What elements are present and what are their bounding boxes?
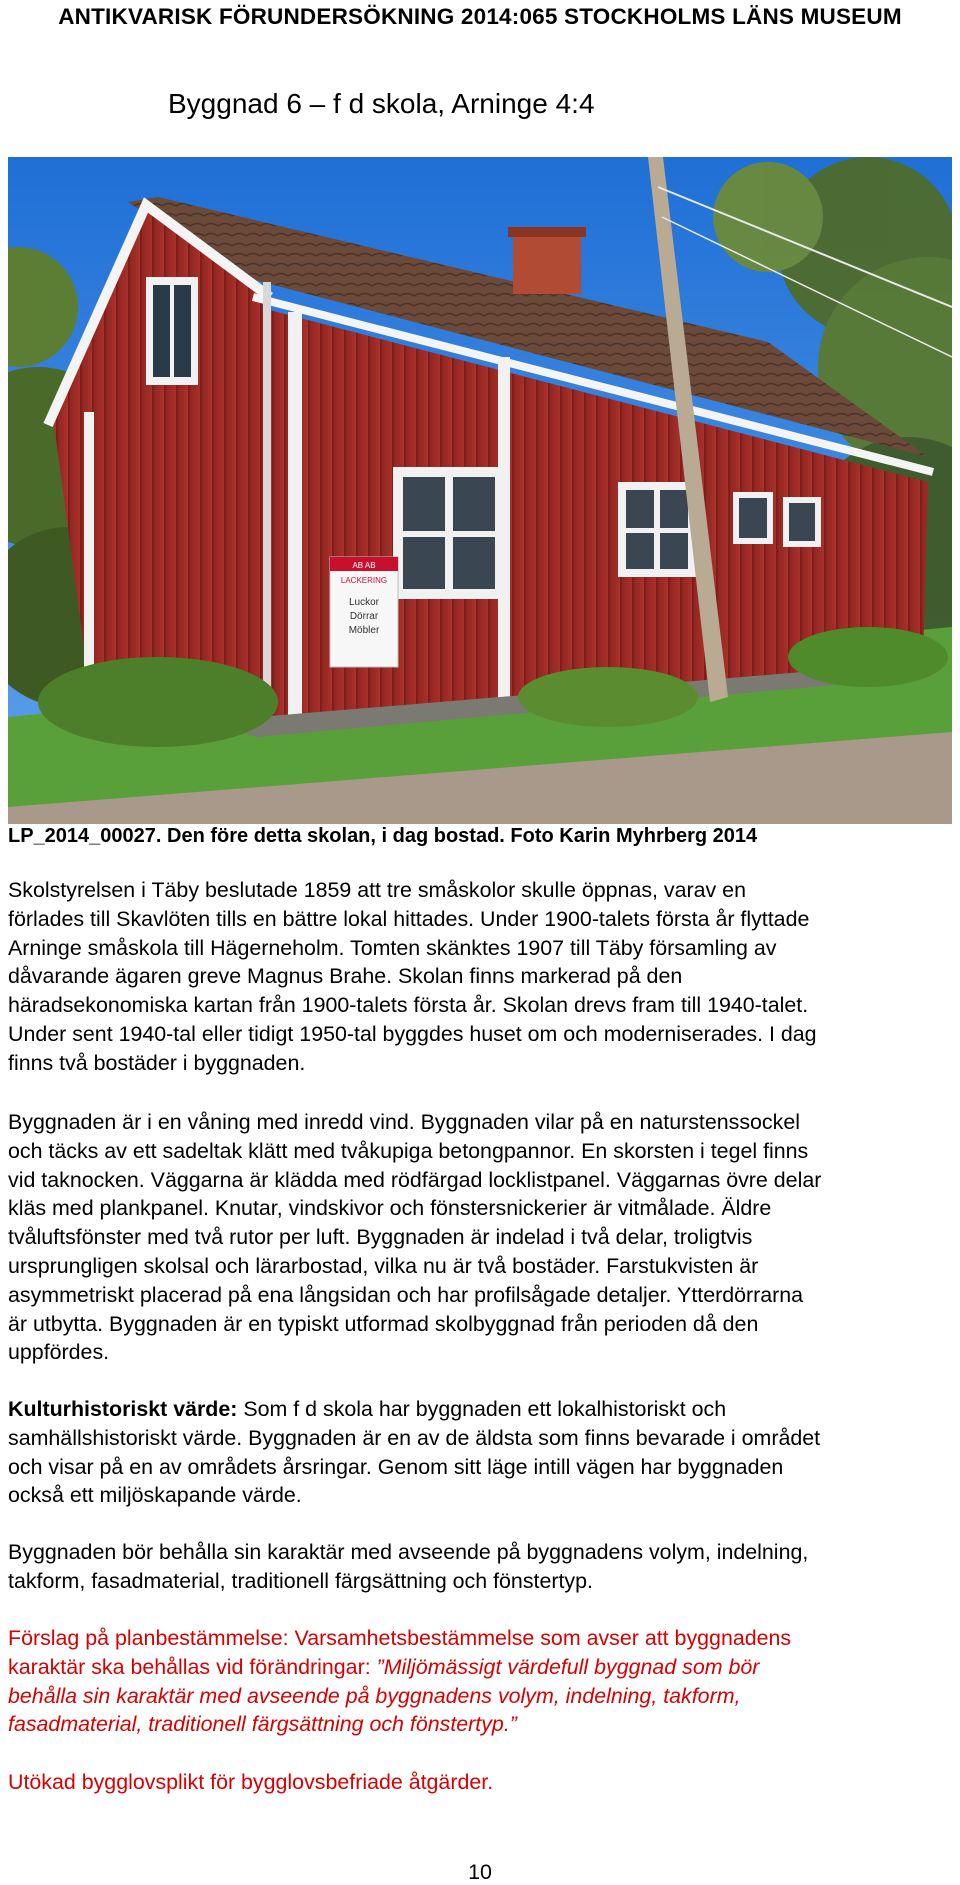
italic-span: behålla sin karaktär med avseende på byggnadens volym, indelning, takform, [8,1683,741,1708]
paragraph-recommendation [8,1538,960,1596]
sign-brand: AB AB [352,561,376,570]
text-line [8,1395,960,1424]
text-line: takform, fasadmaterial, traditionell färgsättning och fönstertyp. [8,1568,593,1593]
building-photo [8,157,952,824]
text-line: finns två bostäder i byggnaden. [8,1050,306,1075]
sign-line: Luckor [348,597,380,608]
page-number: 10 [468,1860,492,1884]
text-line: asymmetriskt placerad på ena långsidan och har profilsågade detaljer. Ytterdörrarna [8,1282,804,1307]
text-line: Arninge småskola till Hägerneholm. Tomten skänktes 1907 till Täby församling av [8,935,777,960]
text-line: Byggnaden bör behålla sin karaktär med avseende på byggnadens volym, indelning, [8,1540,809,1564]
sign-line: Dörrar [349,611,379,622]
document-header: ANTIKVARISK FÖRUNDERSÖKNING 2014:065 STOCKHOLMS LÄNS MUSEUM [58,4,902,29]
paragraph-plan-regulation [8,1624,960,1739]
text-line: vid taknocken. Väggarna är klädda med rödfärgad locklistpanel. Väggarnas övre delar [8,1167,822,1192]
cultural-value-label: Kulturhistoriskt värde: [8,1397,238,1421]
paragraph-building-permit: Utökad bygglovsplikt för bygglovsbefriade åtgärder. [8,1770,494,1794]
window-gable [146,277,198,385]
paragraph-description [8,1108,960,1367]
text-line: häradsekonomiska kartan från 1900-talets första år. Skolan drevs fram till 1940-talet. [8,993,809,1018]
text-line: Under sent 1940-tal eller tidigt 1950-tal byggdes huset om och moderniserades. I dag [8,1021,817,1046]
text-line: och visar på en av områdets årsringar. Genom sitt läge intill vägen har byggnaden [8,1454,784,1479]
text-line: uppfördes. [8,1340,110,1365]
text-line: Skolstyrelsen i Täby beslutade 1859 att tre småskolor skulle öppnas, varav en [8,878,746,902]
text-line [8,1710,960,1739]
text-span: Som f d skola har byggnaden ett lokalhistoriskt och [237,1397,727,1421]
photo-caption: LP_2014_00027. Den före detta skolan, i dag bostad. Foto Karin Myhrberg 2014 [8,825,758,847]
text-span: karaktär ska behållas vid förändringar: [8,1654,377,1679]
text-line: tvåluftsfönster med två rutor per luft. Byggnaden är indelad i två delar, troligtvis [8,1225,753,1250]
text-line: samhällshistoriskt värde. Byggnaden är en av de äldsta som finns bevarade i området [8,1425,821,1450]
text-line: är utbytta. Byggnaden är en typiskt utformad skolbyggnad från perioden då den [8,1311,759,1336]
italic-span: ”Miljömässigt värdefull byggnad som bör [376,1654,760,1679]
chimney [513,232,581,294]
paragraph-history [8,876,960,1078]
window-front-1 [393,467,505,599]
sign-line: LACKERING [340,576,388,585]
window-front-2 [618,482,696,577]
italic-span: fasadmaterial, traditionell färgsättning och fönstertyp.” [8,1712,517,1737]
text-line: förlades till Skavlöten tills en bättre lokal hittades. Under 1900-talets första år flyttade [8,906,810,931]
sign-line: Möbler [348,625,380,636]
text-line: också ett miljöskapande värde. [8,1483,302,1508]
text-line: ursprungligen skolsal och lärarbostad, vilka nu är två bostäder. Farstukvisten är [8,1253,759,1278]
text-line [8,1653,960,1682]
text-line: Byggnaden är i en våning med inredd vind. Byggnaden vilar på en naturstenssockel [8,1110,800,1134]
company-sign [330,557,398,667]
text-line: kläs med plankpanel. Knutar, vindskivor och fönstersnickerier är vitmålade. Äldre [8,1196,772,1221]
text-line: och täcks av ett sadeltak klätt med tvåkupiga betongpannor. En skorsten i tegel finns [8,1138,809,1163]
text-line: dåvarande ägaren greve Magnus Brahe. Skolan finns markerad på den [8,964,683,989]
text-line: Förslag på planbestämmelse: Varsamhetsbestämmelse som avser att byggnadens [8,1626,792,1650]
text-line [8,1682,960,1711]
paragraph-cultural-value [8,1395,960,1510]
building-title: Byggnad 6 – f d skola, Arninge 4:4 [168,88,595,119]
